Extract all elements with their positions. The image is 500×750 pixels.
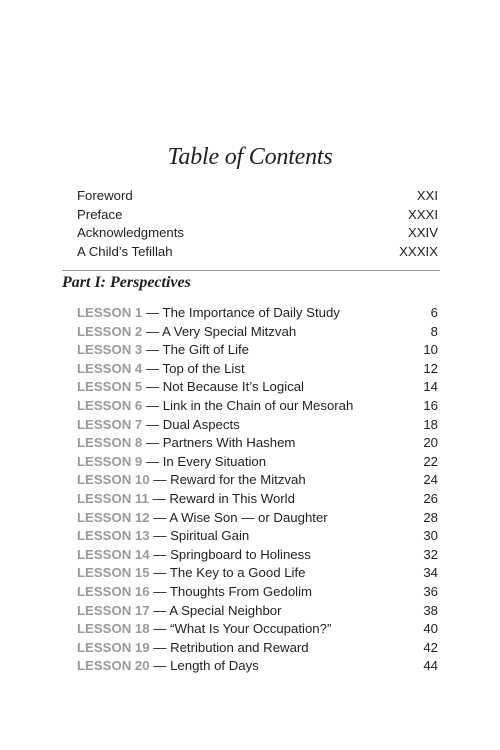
em-dash-separator: — — [149, 509, 170, 525]
page-number: 36 — [423, 583, 438, 599]
em-dash-separator: — — [142, 435, 163, 451]
lesson-entry — [77, 621, 331, 636]
em-dash-separator: — — [149, 565, 170, 581]
lesson-title: Top of the List — [162, 360, 245, 376]
lesson-title: A Wise Son — or Daughter — [169, 509, 328, 525]
entry-label: Preface — [77, 206, 123, 222]
lesson-number: LESSON 18 — [77, 621, 150, 637]
lesson-title: Reward for the Mitzvah — [170, 472, 306, 488]
lesson-title: Partners With Hashem — [162, 435, 296, 451]
lesson-number: LESSON 9 — [77, 453, 143, 469]
lesson-row — [77, 305, 438, 324]
lesson-title: A Very Special Mitzvah — [162, 323, 297, 339]
em-dash-separator: — — [142, 342, 163, 358]
lesson-entry — [77, 324, 296, 339]
lesson-entry — [77, 584, 312, 599]
lesson-row — [77, 379, 438, 398]
lesson-row — [77, 547, 438, 566]
em-dash-separator: — — [149, 658, 171, 674]
lesson-row — [77, 584, 438, 603]
lesson-entry — [77, 379, 304, 394]
page-number: 18 — [423, 416, 438, 432]
em-dash-separator: — — [142, 397, 163, 413]
lesson-number: LESSON 12 — [77, 509, 150, 525]
lesson-row — [77, 603, 438, 622]
lesson-number: LESSON 5 — [77, 379, 143, 395]
lesson-title: Retribution and Reward — [170, 639, 309, 655]
lesson-row — [77, 528, 438, 547]
lesson-row — [77, 565, 438, 584]
page-number: 16 — [423, 397, 438, 413]
em-dash-separator: — — [149, 583, 170, 599]
lesson-number: LESSON 7 — [77, 416, 143, 432]
lesson-row — [77, 454, 438, 473]
page-number: 30 — [423, 528, 438, 544]
page-number: 34 — [423, 565, 438, 581]
lesson-title: The Importance of Daily Study — [162, 305, 340, 320]
page-number: 12 — [423, 360, 438, 376]
page-number: 32 — [423, 546, 438, 562]
front-matter-row — [77, 188, 438, 207]
em-dash-separator: — — [148, 490, 170, 506]
lesson-number: LESSON 11 — [77, 490, 149, 506]
entry-label: Acknowledgments — [77, 225, 185, 240]
front-matter-row — [77, 225, 438, 244]
entry-label: A Child’s Tefillah — [77, 243, 173, 259]
em-dash-separator: — — [149, 528, 171, 544]
front-matter-list — [77, 188, 438, 262]
lesson-entry — [77, 640, 309, 655]
front-matter-row — [77, 207, 438, 226]
lesson-title: Dual Aspects — [162, 416, 240, 432]
em-dash-separator: — — [149, 602, 170, 618]
front-matter-row — [77, 244, 438, 263]
lesson-row — [77, 640, 438, 659]
lesson-title: Reward in This World — [169, 490, 295, 506]
em-dash-separator: — — [142, 453, 163, 469]
lesson-number: LESSON 14 — [77, 546, 150, 562]
page-number: XXI — [416, 188, 438, 203]
page-number: 44 — [423, 658, 438, 674]
lesson-row — [77, 361, 438, 380]
page-number: 8 — [430, 323, 438, 339]
em-dash-separator: — — [142, 323, 163, 339]
page-number: 28 — [423, 509, 438, 525]
lesson-entry — [77, 510, 328, 525]
page-number: 10 — [423, 342, 438, 358]
lesson-title: A Special Neighbor — [169, 602, 282, 618]
lesson-title: Springboard to Holiness — [170, 546, 311, 562]
lesson-number: LESSON 13 — [77, 528, 150, 544]
lesson-entry — [77, 398, 353, 413]
lesson-row — [77, 491, 438, 510]
lesson-number: LESSON 2 — [77, 323, 143, 339]
em-dash-separator: — — [149, 621, 171, 637]
lesson-title: Spiritual Gain — [170, 528, 250, 544]
lesson-entry — [77, 417, 240, 432]
lesson-entry — [77, 565, 305, 580]
lesson-entry — [77, 435, 295, 450]
lesson-entry — [77, 528, 249, 543]
lesson-entry — [77, 454, 266, 469]
em-dash-separator: — — [142, 305, 163, 320]
lesson-list — [77, 305, 438, 677]
lesson-row — [77, 342, 438, 361]
lesson-number: LESSON 19 — [77, 639, 150, 655]
lesson-entry — [77, 603, 282, 618]
lesson-title: The Gift of Life — [162, 342, 250, 358]
page-number: XXXIX — [399, 243, 438, 259]
page-number: 20 — [423, 435, 438, 451]
lesson-title: The Key to a Good Life — [169, 565, 306, 581]
lesson-number: LESSON 20 — [77, 658, 150, 674]
part-heading: Part I: Perspectives — [62, 274, 191, 291]
lesson-number: LESSON 6 — [77, 397, 143, 413]
lesson-entry — [77, 305, 340, 320]
lesson-number: LESSON 15 — [77, 565, 150, 581]
lesson-title: Not Because It’s Logical — [162, 379, 304, 395]
lesson-row — [77, 435, 438, 454]
lesson-number: LESSON 8 — [77, 435, 143, 451]
page-title: Table of Contents — [167, 144, 333, 170]
lesson-number: LESSON 3 — [77, 342, 143, 358]
lesson-title: In Every Situation — [162, 453, 267, 469]
lesson-title: Link in the Chain of our Mesorah — [162, 397, 354, 413]
lesson-number: LESSON 10 — [77, 472, 150, 488]
section-divider — [62, 270, 440, 271]
lesson-entry — [77, 658, 259, 673]
lesson-row — [77, 510, 438, 529]
page-number: 22 — [423, 453, 438, 469]
page-number: 40 — [423, 621, 438, 637]
lesson-row — [77, 621, 438, 640]
em-dash-separator: — — [142, 379, 163, 395]
em-dash-separator: — — [142, 416, 163, 432]
em-dash-separator: — — [149, 546, 171, 562]
page-number: 38 — [423, 602, 438, 618]
lesson-row — [77, 472, 438, 491]
lesson-title: Thoughts From Gedolim — [169, 583, 313, 599]
lesson-row — [77, 417, 438, 436]
lesson-entry — [77, 472, 306, 487]
page-number: 26 — [423, 490, 438, 506]
lesson-number: LESSON 17 — [77, 602, 150, 618]
lesson-title: “What Is Your Occupation?” — [170, 621, 332, 637]
page-number: 6 — [430, 305, 438, 320]
lesson-entry — [77, 547, 311, 562]
lesson-number: LESSON 1 — [77, 305, 143, 320]
lesson-row — [77, 324, 438, 343]
em-dash-separator: — — [142, 360, 163, 376]
lesson-entry — [77, 342, 249, 357]
lesson-entry — [77, 491, 295, 506]
lesson-entry — [77, 361, 245, 376]
page-number: XXXI — [407, 206, 438, 222]
page-number: XXIV — [407, 225, 438, 240]
entry-label: Foreword — [77, 188, 133, 203]
page-number: 42 — [423, 639, 438, 655]
lesson-number: LESSON 16 — [77, 583, 150, 599]
em-dash-separator: — — [149, 639, 171, 655]
lesson-number: LESSON 4 — [77, 360, 143, 376]
lesson-title: Length of Days — [170, 658, 259, 674]
lesson-row — [77, 398, 438, 417]
em-dash-separator: — — [149, 472, 171, 488]
lesson-row — [77, 658, 438, 677]
page-number: 24 — [423, 472, 438, 488]
page-number: 14 — [423, 379, 438, 395]
